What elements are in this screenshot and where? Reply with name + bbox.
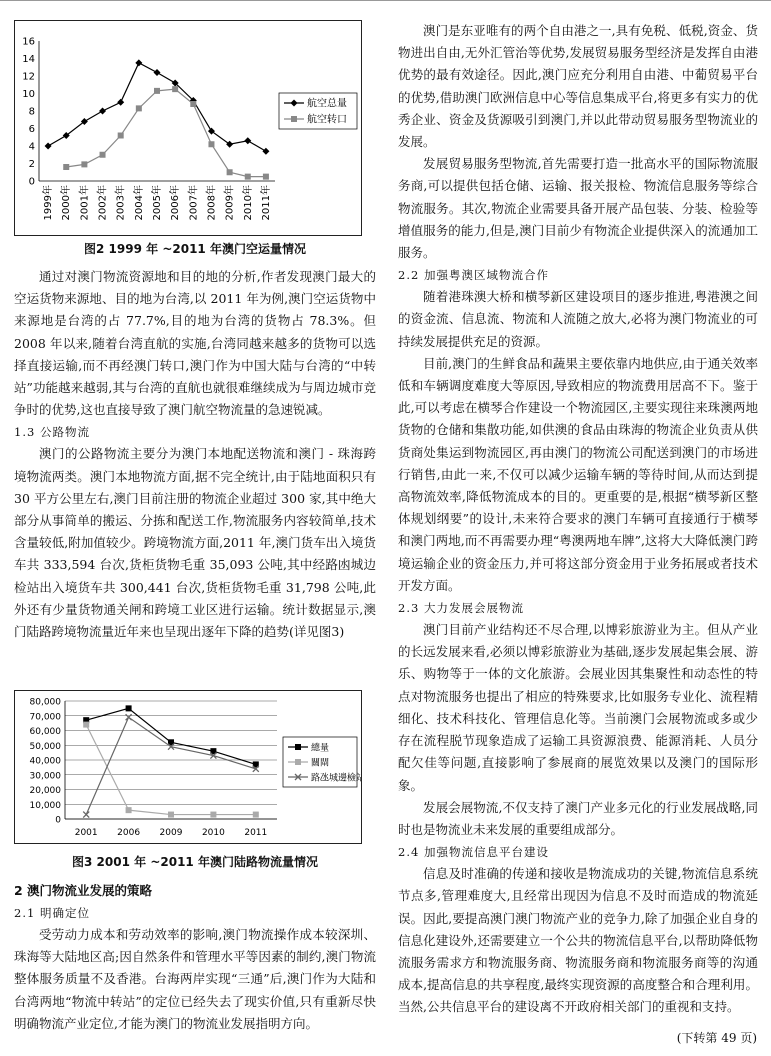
y-tick-label: 10,000 [29,800,61,811]
series-line [86,717,256,814]
paragraph: 信息及时准确的传递和接收是物流成功的关键,物流信息系统节点多,管理难度大,且经常出现因为信息不及时而造成的物流延误。因此,要提高澳门澳门物流产业的竞争力,除了加强企业自身的信息化建设外,还需要建立一个公共的物流信息平台,以帮助降低物流服务需求方和物流服务商、物流服务商和物流服务商等的沟通成本,提高信息的共享程度,最终实现资源的高度整合和合理利用。当然,公共信息平台的建设离不开政府相关部门的重视和支持。 [398,866,758,1015]
header-rule [0,0,771,4]
section-2-2-heading: 2.2 加强粤澳区域物流合作 [398,268,549,283]
data-point [210,812,216,818]
paragraph: 受劳动力成本和劳动效率的影响,澳门物流操作成本较深圳、珠海等大陆地区高;因自然条件和管理水平等因素的制约,澳门物流整体服务质量不及香港。台海两岸实现“三通”后,澳门作为大陆和台湾两地“物流中转站”的定位已经失去了现实价值,只有重新尽快明确物流产业定位,才能为澳门的物流业发展指明方向。 [14,927,376,1031]
data-point [118,133,124,139]
y-tick-label: 30,000 [29,771,61,782]
x-tick-label: 2011年 [260,185,272,221]
right-column [398,20,758,1019]
figure3-svg [15,691,361,843]
x-tick-label: 2001年 [79,185,91,221]
y-tick-label: 70,000 [29,712,61,723]
section-2-1-heading: 2.1 明确定位 [14,906,90,920]
data-point [154,88,160,94]
x-tick-label: 2004年 [133,185,145,221]
data-point [295,744,301,750]
section-2-heading: 2 澳门物流业发展的策略 [14,883,153,898]
data-point [227,169,233,175]
legend-label: 路氹城邊檢站 [311,773,361,784]
paragraph: 澳门的公路物流主要分为澳门本地配送物流和澳门 - 珠海跨境物流两类。澳门本地物流方面,据不完全统计,由于陆地面积只有 30 平方公里左右,澳门目前注册的物流企业超过 300 家,其中绝大部分从事简单的搬运、分拣和配送工作,物流服务内容较简单,技术含量较低,附加值较少。跨境物流方面,2011 年,澳门货车出入境货车共 333,594 台次,货柜货物毛重 35,093 公吨,其中经路凼城边检站出入境货车共 300,441 台次,货柜货物毛重 31,798 公吨,此外还有少量货物通关闸和跨境工业区进行运输。统计数据显示,澳门陆路跨境物流量近年来也呈现出逐年下降的趋势(详见图3) [14,446,376,640]
data-point [126,714,132,720]
y-tick-label: 4 [28,141,35,153]
data-point [45,143,52,150]
x-tick-label: 1999年 [43,185,55,221]
data-point [245,174,251,180]
data-point [83,812,89,818]
y-tick-label: 50,000 [29,741,61,752]
paragraph: 随着港珠澳大桥和横琴新区建设项目的逐步推进,粤港澳之间的资金流、信息流、物流和人流随之放大,必将为澳门物流业的可持续发展提供充足的资源。 [398,289,758,349]
y-tick-label: 40,000 [29,756,61,767]
continued-note: (下转第 49 页) [676,1031,757,1045]
figure3-chart [14,690,362,844]
data-point [208,141,214,147]
paragraph: 发展会展物流,不仅支持了澳门产业多元化的行业发展战略,同时也是物流业未来发展的重要组成部分。 [398,799,758,837]
y-tick-label: 60,000 [29,727,61,737]
legend-label: 航空总量 [307,98,347,110]
data-point [126,705,132,711]
figure2-svg [15,21,361,235]
data-point [291,116,297,122]
y-tick-label: 16 [22,36,35,48]
figure2-chart [14,20,362,236]
x-tick-label: 2009 [159,828,183,838]
x-tick-label: 2001 [74,828,98,838]
series-line [66,89,266,177]
x-tick-label: 2010 [201,828,225,838]
y-tick-label: 8 [28,106,35,118]
left-text-block-2 [14,880,376,1035]
data-point [262,148,269,155]
y-tick-label: 12 [22,71,35,83]
legend-label: 航空转口 [307,114,347,126]
series-line [48,63,266,151]
x-tick-label: 2008年 [206,185,218,221]
section-2-3-heading: 2.3 大力发展会展物流 [398,601,524,616]
figure2-caption: 图2 1999 年 ~2011 年澳门空运量情况 [84,242,306,256]
data-point [81,161,87,167]
data-point [83,722,89,728]
x-tick-label: 2003年 [115,185,127,221]
legend-label: 關閘 [311,758,330,769]
legend-label: 總量 [311,743,330,754]
x-tick-label: 2006年 [170,185,182,221]
y-tick-label: 2 [28,159,35,170]
x-tick-label: 2010年 [242,185,254,221]
x-tick-label: 2006 [117,828,141,838]
y-tick-label: 0 [28,176,35,188]
paragraph: 发展贸易服务型物流,首先需要打造一批高水平的国际物流服务商,可以提供包括仓储、运输、报关报检、物流信息服务等综合物流服务。其次,物流企业需要具备开展产品包装、分装、检验等增值服务的能力,但是,澳门目前少有物流企业提供深入的流通加工服务。 [398,156,758,261]
data-point [63,164,69,170]
data-point [253,812,259,818]
x-tick-label: 2000年 [61,185,73,221]
data-point [126,807,132,813]
y-tick-label: 10 [22,89,35,100]
paragraph: 澳门是东亚唯有的两个自由港之一,具有免税、低税,资金、货物进出自由,无外汇管治等优势,发展贸易服务型经济是发挥自由港优势的最有效途径。因此,澳门应充分利用自由港、中葡贸易平台的优势,借助澳门欧洲信息中心等信息集成平台,将更多有实力的优秀企业、资金及货源吸引到澳门,并以此带动贸易服务型物流业的发展。 [398,23,758,150]
section-2-4-heading: 2.4 加强物流信息平台建设 [398,845,549,860]
y-tick-label: 6 [28,124,35,135]
data-point [100,152,106,158]
paragraph: 澳门目前产业结构还不尽合理,以博彩旅游业为主。但从产业的长远发展来看,必须以博彩旅游业为基础,逐步发展起集会展、游乐、购物等于一体的文化旅游。会展业因其集聚性和动态性的特点对物流服务也提出了相应的特殊要求,比如服务专业化、流程精细化、技术科技化、管理信息化等。当前澳门会展物流或多或少存在流程脱节现象造成了运输工具资源浪费、能源消耗、人员分配欠佳等问题,直接影响了参展商的展览效果以及澳门的国际形象。 [398,622,758,793]
data-point [117,99,124,106]
section-1-3-heading: 1.3 公路物流 [14,425,90,440]
data-point [172,86,178,92]
data-point [99,108,106,115]
data-point [295,759,301,765]
paragraph: 目前,澳门的生鲜食品和蔬果主要依靠内地供应,由于通关效率低和车辆调度难度大等原因,导致相应的物流费用居高不下。鉴于此,可以考虑在横琴合作建设一个物流园区,主要实现往来珠澳两地货物的仓储和集散功能,如供澳的食品由珠海的物流企业负责从供货商处集运到物流园区,再由澳门的物流公司配送到澳门的市场进行销售,由此一来,不仅可以减少运输车辆的等待时间,从而达到提高物流效率,降低物流成本的目的。更重要的是,根据“横琴新区整体规划纲要”的设计,未来符合要求的澳门车辆可直接通行于横琴和澳门两地,而不再需要办理“粤澳两地车牌”,这将大大降低澳门跨境运输企业的资金压力,并可将这部分资金用于业务拓展或者技术开发方面。 [398,355,758,593]
x-tick-label: 2011 [244,828,268,838]
x-tick-label: 2009年 [224,185,236,221]
data-point [136,105,142,111]
series-line [86,725,256,815]
y-tick-label: 0 [55,815,61,826]
data-point [244,137,251,144]
y-tick-label: 20,000 [29,786,61,796]
x-tick-label: 2002年 [97,185,109,221]
y-tick-label: 14 [22,54,35,65]
data-point [135,59,142,66]
y-tick-label: 80,000 [29,697,61,708]
x-tick-label: 2007年 [188,185,200,221]
paragraph: 通过对澳门物流资源地和目的地的分析,作者发现澳门最大的空运货物来源地、目的地为台湾,以 2011 年为例,澳门空运货物中来源地是台湾的占 77.7%,目的地为台湾的货物占 78.3%。但 2008 年以来,随着台湾直航的实施,台湾同越来越多的货物可以选择直接运输,而不再经澳门转口,澳门作为中国大陆与台湾的“中转站”功能越来越弱,其与台湾的直航也就很难继续成为与周边城市竞争时的优势,这也直接导致了澳门航空物流量的急速锐减。 [14,269,376,418]
data-point [168,812,174,818]
x-tick-label: 2005年 [152,185,163,221]
figure3-caption: 图3 2001 年 ~2011 年澳门陆路物流量情况 [72,855,318,869]
data-point [190,101,196,107]
data-point [263,174,269,180]
data-point [154,69,161,76]
left-text-block-1 [14,266,376,643]
